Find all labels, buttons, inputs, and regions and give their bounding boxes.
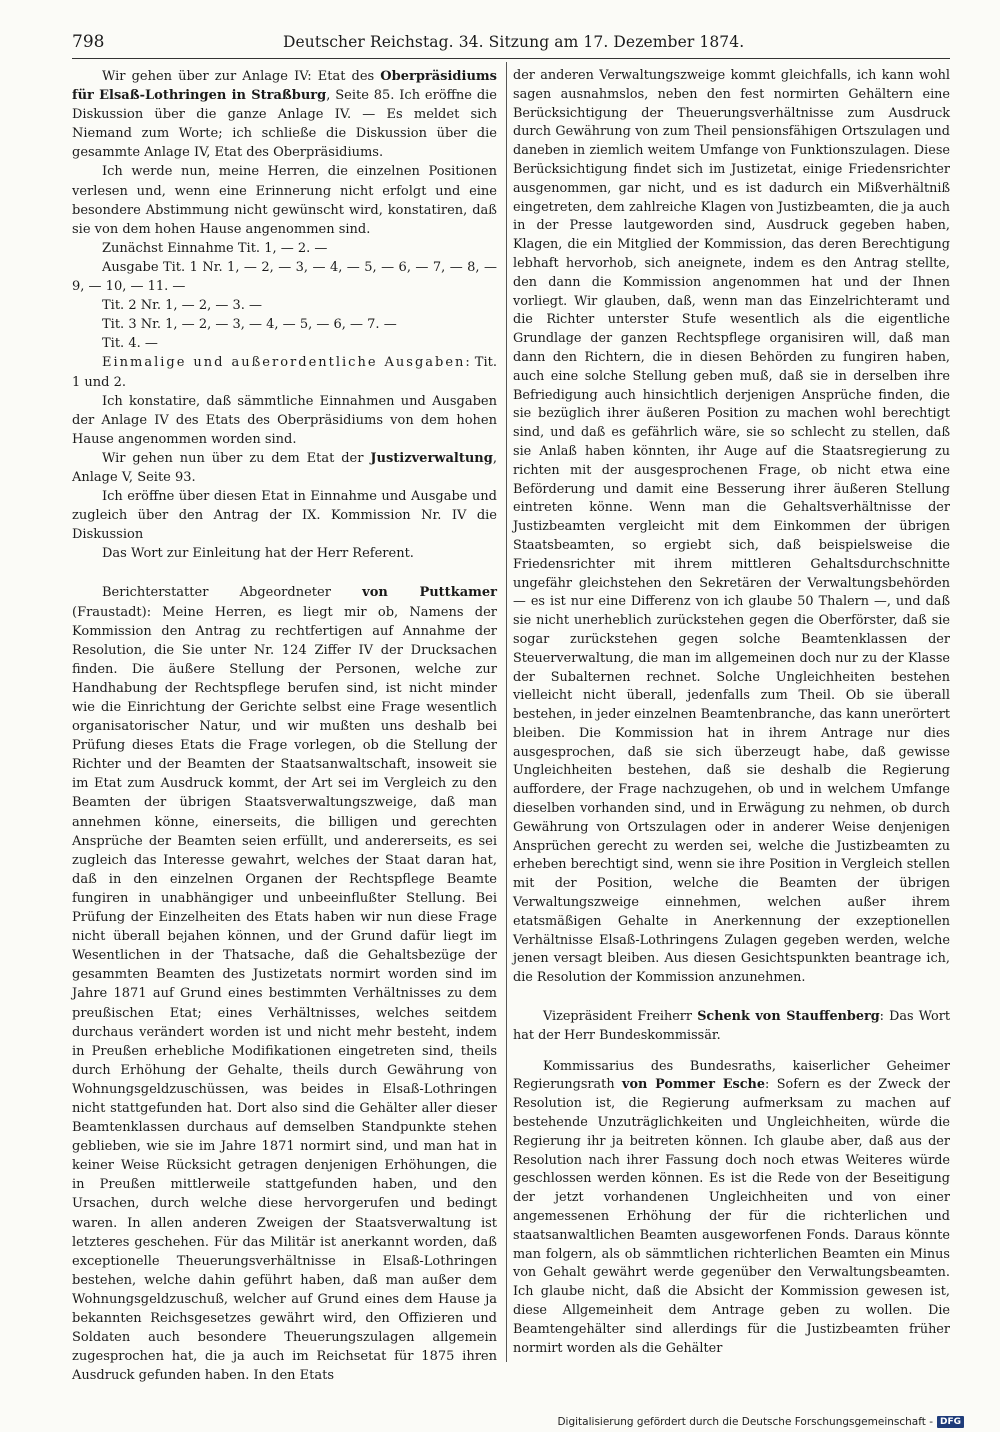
- budget-line: Einmalige und außerordentliche Ausgaben: Tit. 1 und 2.: [72, 355, 497, 390]
- left-column: [72, 67, 497, 1385]
- header-rule: [72, 58, 950, 59]
- footer-credit: [557, 1416, 964, 1428]
- credit-text: Digitalisierung gefördert durch die Deutsche Forschungsgemeinschaft -: [557, 1416, 933, 1428]
- paragraph: Wir gehen über zur Anlage IV: Etat des Oberpräsidiums für Elsaß-Lothringen in Straßburg, Seite 85. Ich eröffne die Diskussion über die ganze Anlage IV. — Es meldet sich Niemand zum Worte; ich schließe die Diskussion über die gesammte Anlage IV, Etat des Oberpräsidiums.: [72, 69, 497, 161]
- paragraph: der anderen Verwaltungszweige kommt gleichfalls, ich kann wohl sagen ausnahmslos, neben den fest normirten Gehältern eine Berücksichtigung der Theuerungsverhältnisse zum Ausdruck durch Gewährung von zum Theil pensionsfähigen Ortszulagen und daneben in ziemlich weitem Umfange von Funktionszulagen. Diese Berücksichtigung findet sich im Justizetat, einige Friedensrichter ausgenommen, gar nicht, und es ist dadurch ein Mißverhältniß eingetreten, dem zahlreiche Klagen von Justizbeamten, die ja auch in der Presse lautgeworden sind, Ausdruck gegeben haben, Klagen, die ein Mitglied der Kommission, das deren Berechtigung lebhaft hervorhob, sich aneignete, indem es den Antrag stellte, den dann die Kommission angenommen hat und der Ihnen vorliegt. Wir glauben, daß, wenn man das Einzelrichteramt und die Richter unterster Stufe wesentlich als die eigentliche Grundlage der ganzen Rechtspflege organisiren will, daß man dann den Richtern, die in diesen Behörden zu fungiren haben, auch eine solche Stellung geben muß, daß sie in derselben ihre Befriedigung auch hinsichtlich derjenigen Ansprüche finden, die sie bezüglich ihrer äußeren Position zu machen wohl berechtigt sind, und daß es gefährlich wäre, sie so schlecht zu stellen, daß sie Anlaß haben könnten, ihr Auge auf die Staatsregierung zu richten mit der ausgesprochenen Frage, ob nicht etwa eine Beförderung und damit eine Besserung ihrer äußeren Stellung eintreten könne. Wenn man die Gehaltsverhältnisse der Justizbeamten vergleicht mit dem Einkommen der übrigen Staatsbeamten, so ergiebt sich, daß beispielsweise die Friedensrichter mit ihrem mittleren Gehaltsdurchschnitte ungefähr gleichstehen den Sekretären der Verwaltungsbehörden — es ist nur eine Differenz von ich glaube 50 Thalern —, und daß sie nicht unerheblich zurückstehen gegen die Oberförster, daß sie sogar zurückstehen gegen solche Beamtenklassen der Steuerverwaltung, die man im allgemeinen doch nur zu der Klasse der Subalternen rechnet. Solche Ungleichheiten bestehen vielleicht nicht überall, jedenfalls zum Theil. Ob sie überall bestehen, in jeder einzelnen Beamtenbranche, das kann unerörtert bleiben. Die Kommission hat in ihrem Antrage nur dies ausgesprochen, daß sie sich überzeugt habe, daß gewisse Ungleichheiten bestehen, daß sie deshalb die Regierung auffordere, der Frage nachzugehen, ob und in welchem Umfange dieselben vorhanden sind, und in Erwägung zu nehmen, ob durch Gewährung von Ortszulagen oder in anderer Weise denjenigen Ansprüchen gerecht zu werden sei, welche die Justizbeamten zu erheben berechtigt sind, wenn sie ihre Position in Vergleich stellen mit der Position, welche die Beamten der übrigen Verwaltungszweige einnehmen, welchen außer ihrem etatsmäßigen Gehalte in Anerkennung der exzeptionellen Verhältnisse Elsaß-Lothringens Zulagen gegeben werden, welche jenen versagt bleiben. Aus diesen Gesichtspunkten beantrage ich, die Resolution der Kommission anzunehmen.: [513, 68, 950, 986]
- paragraph: Ich werde nun, meine Herren, die einzelnen Positionen verlesen und, wenn eine Erinnerung nicht erfolgt und eine besondere Abstimmung nicht gewünscht wird, konstatiren, daß sie von dem hohen Hause angenommen sind.: [72, 164, 497, 237]
- budget-line: Tit. 2 Nr. 1, — 2, — 3. —: [102, 298, 263, 314]
- budget-line: Ausgabe Tit. 1 Nr. 1, — 2, — 3, — 4, — 5, — 6, — 7, — 8, — 9, — 10, — 11. —: [72, 259, 497, 295]
- paragraph: Wir gehen nun über zu dem Etat der Justizverwaltung, Anlage V, Seite 93.: [72, 450, 497, 485]
- paragraph: Ich eröffne über diesen Etat in Einnahme und Ausgabe und zugleich über den Antrag der IX. Kommission Nr. IV die Diskussion: [72, 489, 497, 543]
- speech-paragraph: Berichterstatter Abgeordneter von Puttkamer (Fraustadt): Meine Herren, es liegt mir ob, Namens der Kommission den Antrag zu rechtfertigen auf Annahme der Resolution, die Sie unter Nr. 124 Ziffer IV der Drucksachen finden. Die äußere Stellung der Personen, welche zur Handhabung der Rechtspflege berufen sind, ist nicht minder wie die Einrichtung der Gerichte selbst eine Frage wesentlich organisatorischer Natur, und wir mußten uns deshalb bei Prüfung dieses Etats die Frage vorlegen, ob die Stellung der Richter und der Beamten der Staatsanwaltschaft, insoweit sie im Etat zum Ausdruck kommt, der Art sei im Vergleich zu den Beamten der übrigen Staatsverwaltungszweige, daß man annehmen könne, einerseits, die billigen und gerechten Ansprüche der Beamten seien erfüllt, und andererseits, es sei zugleich das Interesse gewahrt, welches der Staat daran hat, daß in den einzelnen Organen der Rechtspflege Beamte fungiren in unabhängiger und unbeeinflußter Stellung. Bei Prüfung der Einzelheiten des Etats haben wir nun diese Frage nicht überall bejahen können, und der Grund dafür liegt im Wesentlichen in der Thatsache, daß die Gehaltsbezüge der gesammten Beamten des Justizetats normirt worden sind im Jahre 1871 auf Grund eines bestimmten Verhältnisses zu dem preußischen Etat; eines Verhältnisses, welches seitdem durchaus verändert worden ist und nicht mehr besteht, indem in Preußen erhebliche Modifikationen eingetreten sind, theils durch Erhöhung der Gehalte, theils durch Gewährung von Wohnungsgeldzuschüssen, was beides in Elsaß-Lothringen nicht stattgefunden hat. Dort also sind die Gehälter aller dieser Beamtenklassen durchaus auf demselben Standpunkte stehen geblieben, wie sie im Jahre 1871 normirt sind, und man hat in keiner Weise Rücksicht getragen denjenigen Erhöhungen, die in Preußen mittlerweile stattgefunden haben, und den Ursachen, durch welche diese hervorgerufen und bedingt waren. In allen anderen Zweigen der Staatsverwaltung ist letzteres geschehen. Für das Militär ist anerkannt worden, daß exceptionelle Theuerungsverhältnisse in Elsaß-Lothringen bestehen, welche dahin geführt haben, daß man außer dem Wohnungsgeldzuschuß, welcher auf Grund eines dem Hause ja bekannten Reichsgesetzes gewährt wird, den Offizieren und Soldaten auch besondere Theuerungszulagen allgemein zugesprochen hat, die ja auch im Reichsetat für 1875 ihren Ausdruck gefunden haben. In den Etats: [72, 585, 497, 1384]
- column-divider: [506, 62, 507, 1362]
- page-number: 798: [72, 32, 105, 52]
- speech-paragraph: Vizepräsident Freiherr Schenk von Stauffenberg: Das Wort hat der Herr Bundeskommissär.: [513, 1009, 950, 1043]
- paragraph: Ich konstatire, daß sämmtliche Einnahmen und Ausgaben der Anlage IV des Etats des Oberpräsidiums von dem hohen Hause angenommen worden sind.: [72, 393, 497, 447]
- right-column: [513, 67, 950, 1358]
- dfg-logo: DFG: [937, 1416, 964, 1428]
- budget-line: Tit. 4. —: [102, 336, 158, 352]
- budget-line: Tit. 3 Nr. 1, — 2, — 3, — 4, — 5, — 6, — 7. —: [102, 317, 397, 333]
- speech-paragraph: Kommissarius des Bundesraths, kaiserlicher Geheimer Regierungsrath von Pommer Esche: Sofern es der Zweck der Resolution ist, die Regierung aufmerksam zu machen auf bestehende Unzuträglichkeiten und Ungleichheiten, würde die Regierung ihr ja beitreten können. Ich glaube aber, daß aus der Resolution nach ihrer Fassung doch noch etwas Weiteres würde geschlossen werden können. Es ist die Rede von der Beseitigung der jetzt vorhandenen Ungleichheiten und von einer angemessenen Erhöhung der für die richterlichen und staatsanwaltlichen Beamten ausgeworfenen Fonds. Daraus könnte man folgern, als ob sämmtlichen richterlichen Beamten ein Minus von Gehalt gewährt werde gegenüber den Verwaltungsbeamten. Ich glaube nicht, daß die Absicht der Kommission gewesen ist, diese Allgemeinheit dem Antrage geben zu wollen. Die Beamtengehälter sind allerdings für die Justizbeamten früher normirt worden als die Gehälter: [513, 1058, 950, 1356]
- budget-line: Zunächst Einnahme Tit. 1, — 2. —: [102, 240, 328, 256]
- paragraph: Das Wort zur Einleitung hat der Herr Referent.: [102, 546, 414, 562]
- running-head: Deutscher Reichstag. 34. Sitzung am 17. Dezember 1874.: [283, 33, 745, 51]
